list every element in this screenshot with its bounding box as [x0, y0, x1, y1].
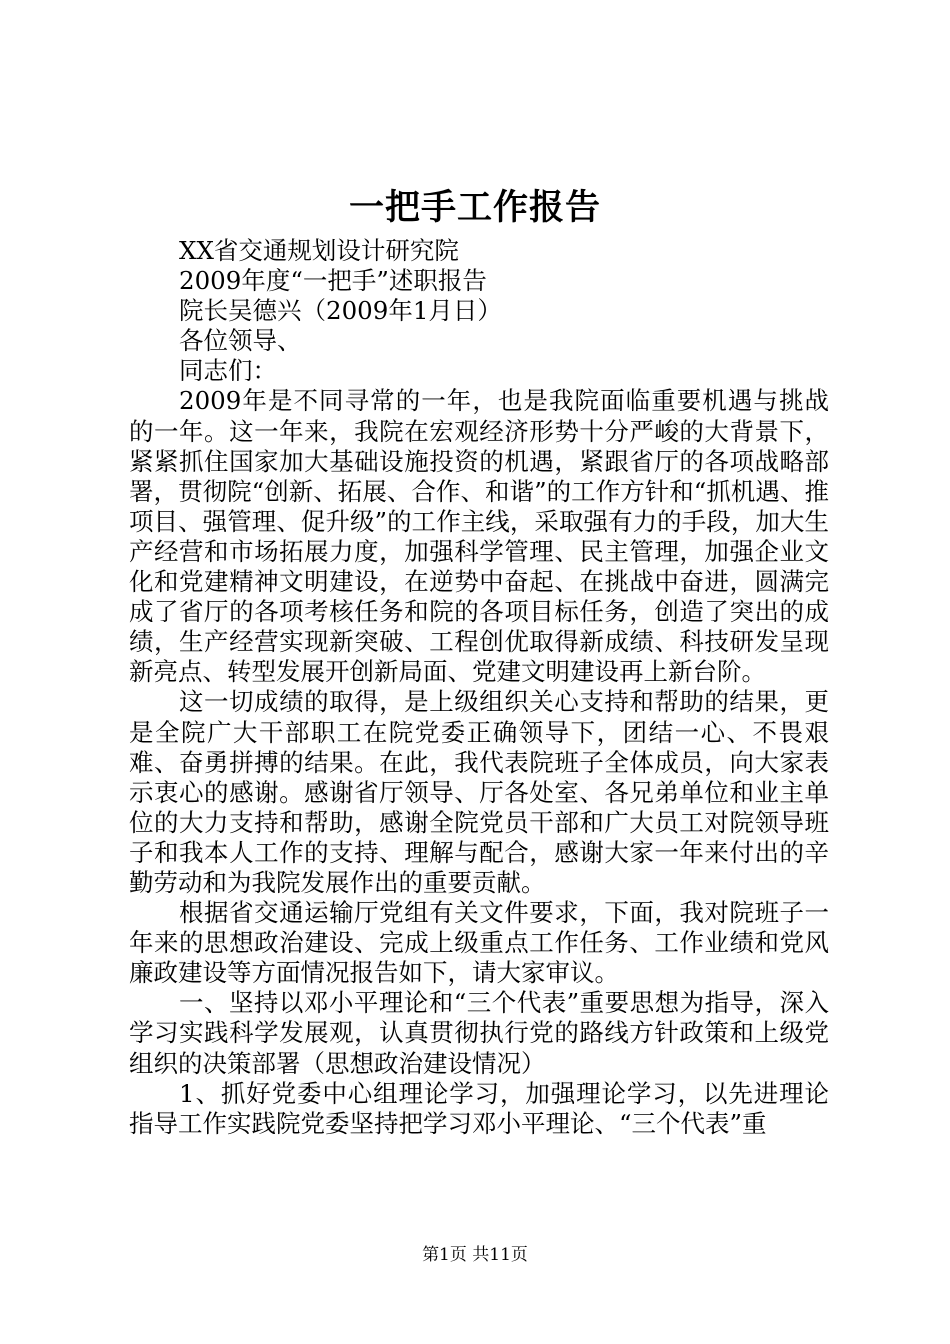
author-date-line: 院长吴德兴（2009年1月日）	[179, 296, 502, 326]
subsection-paragraph: 1、抓好党委中心组理论学习，加强理论学习，以先进理论指导工作实践院党委坚持把学习邓小平理论、“三个代表”重	[129, 1078, 829, 1138]
page-number-footer: 第1页 共11页	[422, 1245, 528, 1265]
section-heading-paragraph: 一、坚持以邓小平理论和“三个代表”重要思想为指导，深入学习实践科学发展观，认真贯彻执行党的路线方针政策和上级党组织的决策部署（思想政治建设情况）	[129, 988, 829, 1078]
salutation-line-1: 各位领导、	[179, 326, 302, 356]
document-body	[129, 236, 829, 1139]
report-subtitle-line: 2009年度“一把手”述职报告	[179, 266, 487, 296]
body-paragraph: 这一切成绩的取得，是上级组织关心支持和帮助的结果，更是全院广大干部职工在院党委正确领导下，团结一心、不畏艰难、奋勇拼搏的结果。在此，我代表院班子全体成员，向大家表示衷心的感谢。感谢省厅领导、厅各处室、各兄弟单位和业主单位的大力支持和帮助，感谢全院党员干部和广大员工对院领导班子和我本人工作的支持、理解与配合，感谢大家一年来付出的辛勤劳动和为我院发展作出的重要贡献。	[129, 687, 829, 897]
body-paragraph: 根据省交通运输厅党组有关文件要求，下面，我对院班子一年来的思想政治建设、完成上级重点工作任务、工作业绩和党风廉政建设等方面情况报告如下，请大家审议。	[129, 898, 829, 988]
salutation-line-2: 同志们：	[179, 356, 277, 386]
body-paragraph: 2009年是不同寻常的一年，也是我院面临重要机遇与挑战的一年。这一年来，我院在宏观经济形势十分严峻的大背景下，紧紧抓住国家加大基础设施投资的机遇，紧跟省厅的各项战略部署，贯彻院“创新、拓展、合作、和谐”的工作方针和“抓机遇、推项目、强管理、促升级”的工作主线，采取强有力的手段，加大生产经营和市场拓展力度，加强科学管理、民主管理，加强企业文化和党建精神文明建设，在逆势中奋起、在挑战中奋进，圆满完成了省厅的各项考核任务和院的各项目标任务，创造了突出的成绩，生产经营实现新突破、工程创优取得新成绩、科技研发呈现新亮点、转型发展开创新局面、党建文明建设再上新台阶。	[129, 386, 829, 687]
document-title: 一把手工作报告	[348, 187, 601, 228]
org-name-line: XX省交通规划设计研究院	[179, 236, 459, 265]
